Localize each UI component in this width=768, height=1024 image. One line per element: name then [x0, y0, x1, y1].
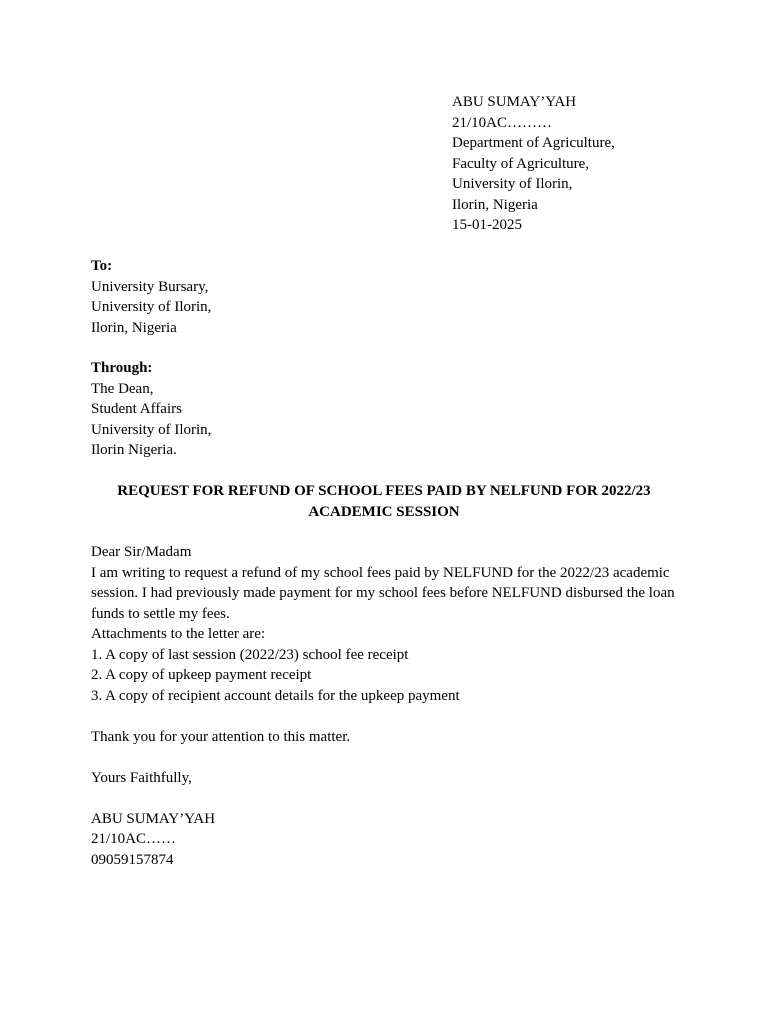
recipient-line-3: Ilorin, Nigeria — [91, 319, 177, 336]
through-address-block — [91, 358, 211, 461]
through-line-1: The Dean, — [91, 380, 154, 397]
through-line-3: University of Ilorin, — [91, 421, 212, 438]
spacer — [91, 706, 681, 727]
attachment-item-3: 3. A copy of recipient account details for the upkeep payment — [91, 687, 460, 704]
salutation: Dear Sir/Madam — [91, 544, 192, 560]
recipient-line-2: University of Ilorin, — [91, 299, 212, 315]
sender-name: ABU SUMAY’YAH — [452, 94, 577, 110]
sender-university: University of Ilorin, — [452, 176, 573, 192]
thanks-line: Thank you for your attention to this matter. — [91, 728, 351, 745]
recipient-address-block — [91, 256, 211, 338]
sender-city: Ilorin, Nigeria — [452, 196, 538, 213]
attachment-item-1: 1. A copy of last session (2022/23) school fee receipt — [91, 646, 409, 663]
attachments-intro: Attachments to the letter are: — [91, 626, 266, 642]
letter-date: 15-01-2025 — [452, 217, 522, 233]
spacer — [91, 747, 681, 768]
recipient-label: To: — [91, 258, 113, 274]
sender-faculty: Faculty of Agriculture, — [452, 155, 590, 172]
signature-matric-number: 21/10AC…… — [91, 831, 177, 847]
signature-name: ABU SUMAY’YAH — [91, 810, 216, 827]
attachment-item-2: 2. A copy of upkeep payment receipt — [91, 667, 312, 683]
sender-department: Department of Agriculture, — [452, 135, 615, 151]
sender-matric-number: 21/10AC……… — [452, 114, 553, 131]
spacer — [91, 788, 681, 809]
body-paragraph: I am writing to request a refund of my school fees paid by NELFUND for the 2022/23 academic session. I had previously made payment for my school fees before NELFUND disbursed the loan funds to settle my fees. — [91, 564, 675, 622]
through-line-4: Ilorin Nigeria. — [91, 442, 177, 458]
signature-phone: 09059157874 — [91, 851, 174, 868]
recipient-line-1: University Bursary, — [91, 278, 209, 295]
sender-address-block — [452, 92, 615, 236]
letter-body — [91, 542, 681, 870]
through-label: Through: — [91, 360, 153, 376]
letter-subject: REQUEST FOR REFUND OF SCHOOL FEES PAID BY NELFUND FOR 2022/23 ACADEMIC SESSION — [117, 483, 651, 520]
through-line-2: Student Affairs — [91, 401, 182, 417]
closing-line: Yours Faithfully, — [91, 769, 192, 786]
